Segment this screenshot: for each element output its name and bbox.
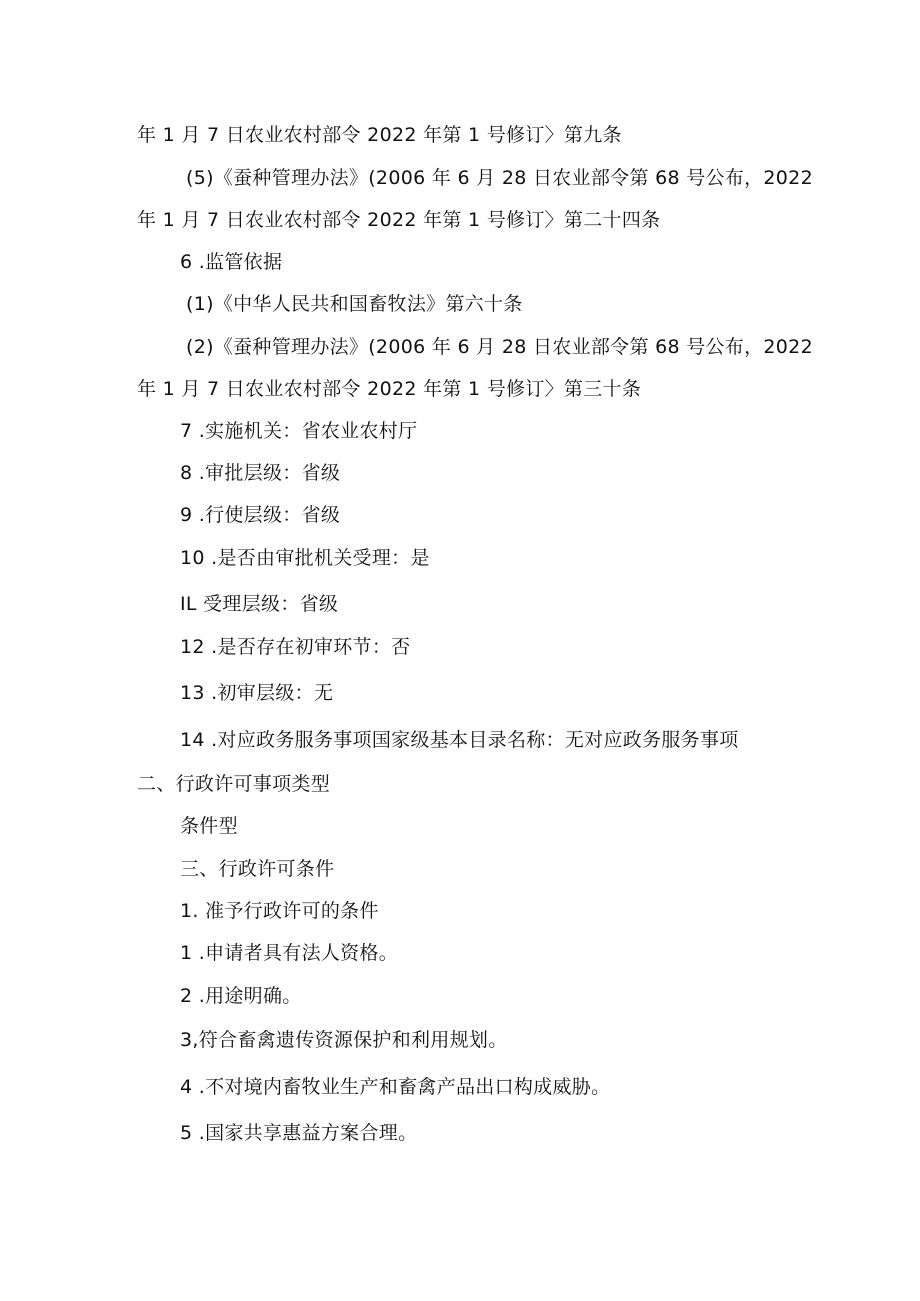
- field-preliminary-review-level: 13 .初审层级：无: [180, 682, 334, 704]
- field-approval-level: 8 .审批层级：省级: [180, 462, 341, 484]
- field-national-catalog-name: 14 .对应政务服务事项国家级基本目录名称：无对应政务服务事项: [180, 729, 739, 751]
- field-accepted-by-approval-authority: 10 .是否由审批机关受理：是: [180, 547, 430, 569]
- section-heading-permit-type: 二、行政许可事项类型: [137, 773, 331, 795]
- text-line-basis-item-5: (5)《蚕种管理办法》(2006 年 6 月 28 日农业部令第 68 号公布，2022: [186, 167, 813, 189]
- field-implementing-agency: 7 .实施机关：省农业农村厅: [180, 420, 418, 442]
- text-line-permit-type-value: 条件型: [180, 815, 238, 837]
- condition-item-3: 3,符合畜禽遗传资源保护和利用规划。: [180, 1029, 508, 1051]
- text-line-supervision-item-2: (2)《蚕种管理办法》(2006 年 6 月 28 日农业部令第 68 号公布，2022: [186, 336, 813, 358]
- field-acceptance-level: IL 受理层级：省级: [180, 593, 339, 615]
- text-line-continuation: 年 1 月 7 日农业农村部令 2022 年第 1 号修订〉第三十条: [137, 378, 642, 400]
- section-heading-permit-conditions: 三、行政许可条件: [180, 858, 335, 880]
- subheading-conditions-for-granting: 1. 准予行政许可的条件: [180, 900, 379, 922]
- condition-item-2: 2 .用途明确。: [180, 985, 302, 1007]
- field-exercise-level: 9 .行使层级：省级: [180, 504, 341, 526]
- condition-item-5: 5 .国家共享惠益方案合理。: [180, 1122, 418, 1144]
- text-line-continuation: 年 1 月 7 日农业农村部令 2022 年第 1 号修订〉第九条: [137, 124, 622, 146]
- condition-item-1: 1 .申请者具有法人资格。: [180, 942, 399, 964]
- condition-item-4: 4 .不对境内畜牧业生产和畜禽产品出口构成威胁。: [180, 1076, 611, 1098]
- section-heading-supervision-basis: 6 .监管依据: [180, 251, 283, 273]
- text-line-supervision-item-1: (1)《中华人民共和国畜牧法》第六十条: [186, 293, 523, 315]
- field-preliminary-review-exists: 12 .是否存在初审环节：否: [180, 636, 411, 658]
- text-line-continuation: 年 1 月 7 日农业农村部令 2022 年第 1 号修订〉第二十四条: [137, 209, 661, 231]
